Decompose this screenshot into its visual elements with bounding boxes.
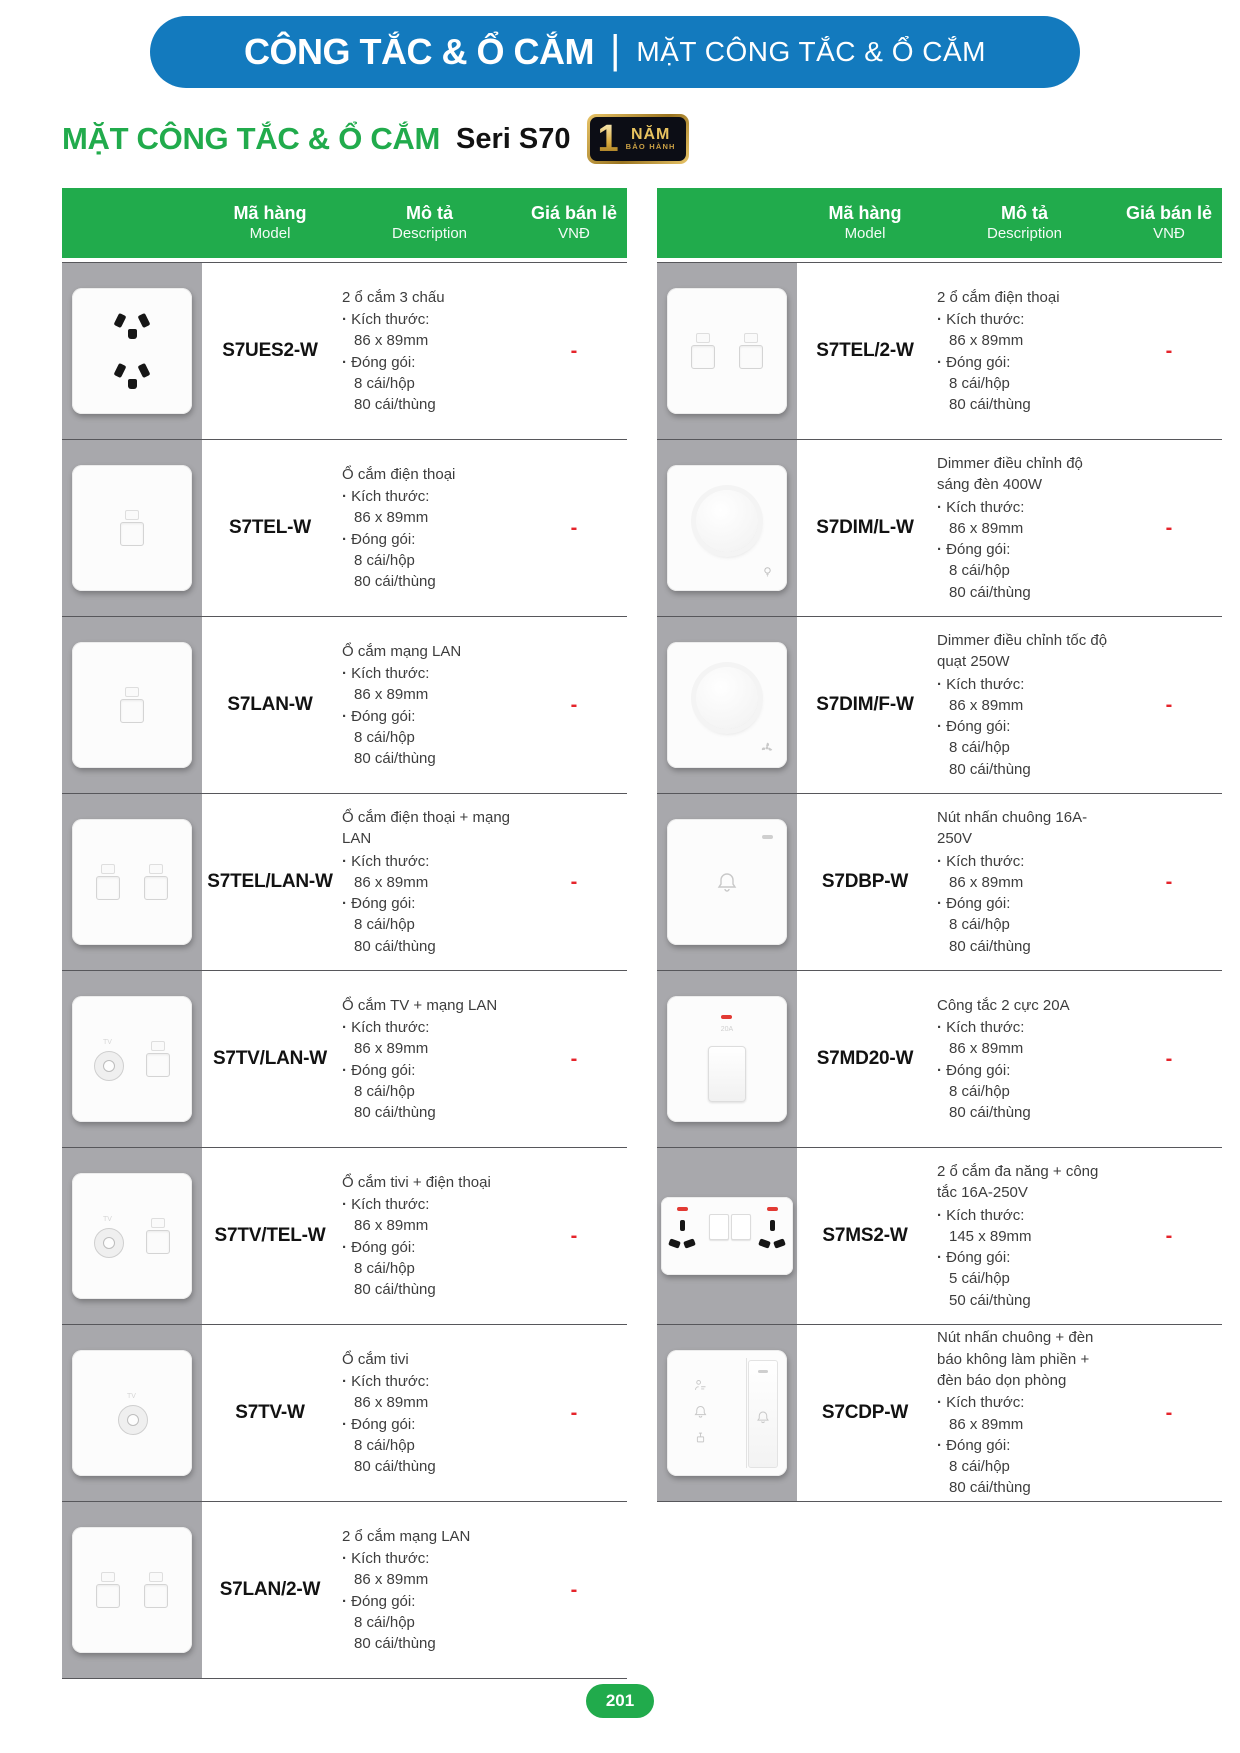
- size-label: · Kích thước:: [937, 310, 1025, 328]
- size-value: 86 x 89mm: [949, 873, 1024, 891]
- clean-room-icon: [693, 1430, 708, 1445]
- size-label: · Kích thước:: [342, 1549, 430, 1567]
- product-description: [338, 617, 521, 793]
- size-value: 86 x 89mm: [949, 519, 1024, 537]
- pack-label: · Đóng gói:: [937, 1436, 1011, 1454]
- pack-label: · Đóng gói:: [342, 895, 416, 913]
- warranty-label: BẢO HÀNH: [625, 142, 676, 152]
- pack-label: · Đóng gói:: [342, 353, 416, 371]
- size-value: 86 x 89mm: [354, 509, 429, 527]
- size-value: 86 x 89mm: [354, 1394, 429, 1412]
- size-label: · Kích thước:: [342, 1372, 430, 1390]
- product-image: [72, 819, 192, 945]
- tv-coax-icon: TV: [118, 1405, 148, 1435]
- pack-label: · Đóng gói:: [937, 541, 1011, 559]
- universal-socket-icon: [759, 1207, 785, 1265]
- size-value: 86 x 89mm: [354, 686, 429, 704]
- product-row: [657, 793, 1222, 970]
- size-value: 86 x 89mm: [354, 1217, 429, 1235]
- product-image-cell: [62, 794, 202, 970]
- product-price: -: [570, 693, 578, 716]
- header-model: Mã hàng Model: [233, 203, 307, 242]
- light-bulb-icon: [761, 565, 774, 578]
- three-pin-socket-icon: [109, 362, 155, 392]
- indicator-icon: [721, 1015, 732, 1019]
- size-label: · Kích thước:: [937, 675, 1025, 693]
- product-price: -: [570, 339, 578, 362]
- pack-value: 8 cái/hộp: [354, 916, 415, 934]
- page-number: 201: [586, 1684, 654, 1718]
- description-title: 2 ổ cắm mạng LAN: [342, 1527, 471, 1545]
- warranty-years: 1: [597, 118, 619, 160]
- product-model: S7DIM/L-W: [816, 517, 914, 538]
- pack-value: 8 cái/hộp: [949, 1082, 1010, 1100]
- product-image-cell: [657, 263, 797, 439]
- product-price: -: [1165, 1224, 1173, 1247]
- pack-label: · Đóng gói:: [937, 1061, 1011, 1079]
- product-image-cell: [657, 971, 797, 1147]
- size-value: 86 x 89mm: [354, 1571, 429, 1589]
- pack-label: · Đóng gói:: [937, 1249, 1011, 1267]
- tel-port-icon: [146, 1230, 170, 1254]
- warranty-unit: NĂM: [630, 125, 671, 143]
- product-image: [72, 1350, 192, 1476]
- pack-label: · Đóng gói:: [342, 1238, 416, 1256]
- product-model: S7TV-W: [235, 1402, 305, 1423]
- product-price: -: [570, 1578, 578, 1601]
- table-header: [657, 188, 1222, 258]
- product-row: [657, 262, 1222, 439]
- product-image-cell: [657, 617, 797, 793]
- product-table-right: [657, 188, 1222, 1502]
- category-banner: CÔNG TẮC & Ổ CẮM | MẶT CÔNG TẮC & Ổ CẮM: [150, 16, 1080, 88]
- size-label: · Kích thước:: [937, 498, 1025, 516]
- description-title: Ổ cắm TV + mạng LAN: [342, 996, 498, 1014]
- product-row: [657, 1147, 1222, 1324]
- lan-port-icon: [146, 1053, 170, 1077]
- product-image-cell: [62, 1502, 202, 1678]
- doorbell-rocker-icon: [748, 1360, 778, 1468]
- pack-value: 80 cái/thùng: [354, 750, 436, 768]
- product-price: -: [1165, 1401, 1173, 1424]
- product-image-cell: [62, 1148, 202, 1324]
- pack-label: · Đóng gói:: [937, 718, 1011, 736]
- banner-secondary-title: MẶT CÔNG TẮC & Ổ CẮM: [636, 36, 987, 67]
- tel-port-icon: [739, 345, 763, 369]
- pack-label: · Đóng gói:: [342, 530, 416, 548]
- pack-value: 80 cái/thùng: [354, 396, 436, 414]
- product-image: [667, 996, 787, 1122]
- product-image-cell: [657, 794, 797, 970]
- product-description: [338, 1502, 521, 1678]
- universal-socket-icon: [669, 1207, 695, 1265]
- size-label: · Kích thước:: [937, 1018, 1025, 1036]
- product-image-cell: [62, 1325, 202, 1501]
- header-image-spacer: [657, 188, 797, 258]
- indicator-icon: [762, 835, 773, 839]
- header-price: Giá bán lẻ VNĐ: [1125, 203, 1213, 242]
- product-image-cell: [62, 971, 202, 1147]
- size-label: · Kích thước:: [937, 1206, 1025, 1224]
- size-value: 145 x 89mm: [949, 1227, 1032, 1245]
- product-image-cell: [62, 263, 202, 439]
- dimmer-knob-icon: [696, 490, 758, 552]
- pack-value: 8 cái/hộp: [949, 916, 1010, 934]
- product-description: [933, 617, 1116, 793]
- pack-value: 8 cái/hộp: [949, 739, 1010, 757]
- pack-value: 80 cái/thùng: [354, 573, 436, 591]
- lan-port-icon: [96, 1584, 120, 1608]
- pack-label: · Đóng gói:: [342, 707, 416, 725]
- product-model: S7TV/LAN-W: [212, 1048, 328, 1069]
- product-row: [62, 1324, 627, 1501]
- product-image: [72, 642, 192, 768]
- size-label: · Kích thước:: [342, 852, 430, 870]
- pack-value: 80 cái/thùng: [354, 1458, 436, 1476]
- product-image: [667, 642, 787, 768]
- product-description: [933, 794, 1116, 970]
- size-label: · Kích thước:: [342, 664, 430, 682]
- pack-value: 8 cái/hộp: [354, 374, 415, 392]
- product-price: -: [1165, 693, 1173, 716]
- product-description: [338, 1325, 521, 1501]
- pack-value: 8 cái/hộp: [354, 551, 415, 569]
- lan-port-icon: [144, 876, 168, 900]
- pack-label: · Đóng gói:: [342, 1592, 416, 1610]
- pack-label: · Đóng gói:: [937, 353, 1011, 371]
- product-row: [657, 616, 1222, 793]
- header-model: Mã hàng Model: [828, 203, 902, 242]
- product-model: S7TEL/2-W: [816, 340, 914, 361]
- product-description: [933, 971, 1116, 1147]
- description-title: Công tắc 2 cực 20A: [937, 996, 1070, 1014]
- plate-divider: [746, 1358, 747, 1468]
- size-value: 86 x 89mm: [354, 1040, 429, 1058]
- product-description: [338, 263, 521, 439]
- product-row: [62, 793, 627, 970]
- product-image-cell: [657, 1325, 797, 1501]
- product-row: [62, 1147, 627, 1324]
- description-title: Ổ cắm tivi: [342, 1350, 409, 1368]
- pack-value: 80 cái/thùng: [354, 1104, 436, 1122]
- product-table-left: [62, 188, 627, 1679]
- pack-value: 8 cái/hộp: [354, 1613, 415, 1631]
- description-title: Nút nhấn chuông 16A-250V: [937, 808, 1088, 848]
- description-title: Ổ cắm mạng LAN: [342, 642, 462, 660]
- product-description: [933, 1148, 1116, 1324]
- lan-port-icon: [144, 1584, 168, 1608]
- three-pin-socket-icon: [109, 312, 155, 342]
- size-label: · Kích thước:: [937, 1394, 1025, 1412]
- description-title: Ổ cắm điện thoại + mạng LAN: [342, 808, 511, 848]
- product-model: S7TEL/LAN-W: [207, 871, 333, 892]
- pack-value: 80 cái/thùng: [949, 937, 1031, 955]
- pack-value: 50 cái/thùng: [949, 1291, 1031, 1309]
- header-image-spacer: [62, 188, 202, 258]
- product-row: [62, 1501, 627, 1678]
- amp-rating-label: 20A: [720, 1026, 734, 1033]
- switch-rocker-icon: [709, 1214, 729, 1240]
- tel-port-icon: [96, 876, 120, 900]
- product-row: [657, 970, 1222, 1147]
- product-model: S7LAN-W: [227, 694, 313, 715]
- banner-primary-title: CÔNG TẮC & Ổ CẮM: [243, 31, 594, 72]
- pack-value: 5 cái/hộp: [949, 1270, 1010, 1288]
- warranty-text: [626, 127, 676, 152]
- header-price: Giá bán lẻ VNĐ: [530, 203, 618, 242]
- product-description: [338, 1148, 521, 1324]
- product-image: [72, 465, 192, 591]
- product-price: -: [570, 1047, 578, 1070]
- size-value: 86 x 89mm: [354, 332, 429, 350]
- size-label: · Kích thước:: [937, 852, 1025, 870]
- size-label: · Kích thước:: [342, 310, 430, 328]
- section-title-row: [62, 108, 689, 170]
- series-label: Seri S70: [456, 122, 571, 155]
- product-image: [667, 819, 787, 945]
- pack-value: 8 cái/hộp: [354, 1082, 415, 1100]
- tv-coax-icon: TV: [94, 1051, 124, 1081]
- pack-value: 80 cái/thùng: [354, 1281, 436, 1299]
- pack-label: · Đóng gói:: [937, 895, 1011, 913]
- description-title: Dimmer điều chỉnh tốc độ quạt 250W: [937, 631, 1108, 671]
- lan-port-icon: [120, 699, 144, 723]
- pack-value: 80 cái/thùng: [949, 583, 1031, 601]
- product-tables: [62, 188, 1222, 1679]
- product-price: -: [1165, 870, 1173, 893]
- description-title: 2 ổ cắm 3 chấu: [342, 288, 445, 306]
- description-title: Dimmer điều chỉnh độ sáng đèn 400W: [937, 454, 1083, 494]
- product-model: S7TEL-W: [229, 517, 311, 538]
- product-model: S7UES2-W: [222, 340, 318, 361]
- header-description: Mô tả Description: [986, 203, 1063, 242]
- pack-value: 8 cái/hộp: [949, 374, 1010, 392]
- pack-value: 80 cái/thùng: [949, 396, 1031, 414]
- product-description: [338, 440, 521, 616]
- pack-value: 80 cái/thùng: [949, 1104, 1031, 1122]
- product-description: [338, 794, 521, 970]
- dimmer-knob-icon: [696, 667, 758, 729]
- size-label: · Kích thước:: [342, 1195, 430, 1213]
- description-title: Ổ cắm tivi + điện thoại: [342, 1173, 491, 1191]
- product-description: [933, 263, 1116, 439]
- product-image: [72, 288, 192, 414]
- size-value: 86 x 89mm: [354, 873, 429, 891]
- product-row: [62, 262, 627, 439]
- product-row: [657, 1324, 1222, 1501]
- product-price: -: [570, 1401, 578, 1424]
- product-image-cell: [62, 440, 202, 616]
- description-title: 2 ổ cắm đa năng + công tắc 16A-250V: [937, 1162, 1099, 1202]
- product-model: S7DBP-W: [821, 871, 909, 892]
- product-price: -: [570, 1224, 578, 1247]
- product-model: S7TV/TEL-W: [214, 1225, 326, 1246]
- product-image: [667, 1350, 787, 1476]
- bell-icon: [715, 870, 739, 894]
- size-label: · Kích thước:: [342, 487, 430, 505]
- size-value: 86 x 89mm: [949, 696, 1024, 714]
- pack-value: 8 cái/hộp: [354, 1259, 415, 1277]
- page-footer: [0, 1684, 1240, 1718]
- product-description: [338, 971, 521, 1147]
- page-title: MẶT CÔNG TẮC & Ổ CẮM: [62, 121, 441, 156]
- product-model: S7LAN/2-W: [219, 1579, 321, 1600]
- product-row: [657, 439, 1222, 616]
- do-not-disturb-icon: [693, 1378, 708, 1393]
- product-price: -: [1165, 1047, 1173, 1070]
- tel-port-icon: [691, 345, 715, 369]
- description-title: 2 ổ cắm điện thoại: [937, 288, 1060, 306]
- pack-value: 8 cái/hộp: [354, 1436, 415, 1454]
- product-price: -: [570, 516, 578, 539]
- product-image: [667, 288, 787, 414]
- pack-value: 80 cái/thùng: [949, 1479, 1031, 1497]
- pack-value: 80 cái/thùng: [949, 760, 1031, 778]
- pack-label: · Đóng gói:: [342, 1415, 416, 1433]
- size-value: 86 x 89mm: [949, 332, 1024, 350]
- description-title: Ổ cắm điện thoại: [342, 465, 456, 483]
- pack-label: · Đóng gói:: [342, 1061, 416, 1079]
- product-image-cell: [657, 440, 797, 616]
- bell-icon: [756, 1410, 771, 1425]
- pack-value: 80 cái/thùng: [354, 937, 436, 955]
- product-price: -: [1165, 339, 1173, 362]
- product-price: -: [1165, 516, 1173, 539]
- switch-rocker-icon: [731, 1214, 751, 1240]
- header-description: Mô tả Description: [391, 203, 468, 242]
- pack-value: 8 cái/hộp: [949, 562, 1010, 580]
- pack-value: 80 cái/thùng: [354, 1635, 436, 1653]
- product-image: [661, 1197, 793, 1275]
- size-label: · Kích thước:: [342, 1018, 430, 1036]
- product-model: S7DIM/F-W: [816, 694, 914, 715]
- switch-rocker-icon: [708, 1046, 746, 1102]
- tel-port-icon: [120, 522, 144, 546]
- product-image-cell: [657, 1148, 797, 1324]
- pack-value: 8 cái/hộp: [949, 1458, 1010, 1476]
- product-image: [72, 1173, 192, 1299]
- product-image: [72, 1527, 192, 1653]
- fan-icon: [760, 741, 774, 755]
- product-row: [62, 616, 627, 793]
- product-description: [933, 1325, 1116, 1501]
- product-price: -: [570, 870, 578, 893]
- size-value: 86 x 89mm: [949, 1040, 1024, 1058]
- product-model: S7MD20-W: [816, 1048, 914, 1069]
- description-title: Nút nhấn chuông + đèn báo không làm phiền + đèn báo dọn phòng: [937, 1329, 1094, 1389]
- size-value: 86 x 89mm: [949, 1415, 1024, 1433]
- tv-coax-icon: TV: [94, 1228, 124, 1258]
- warranty-badge-inner: [590, 117, 686, 161]
- pack-value: 8 cái/hộp: [354, 728, 415, 746]
- product-description: [933, 440, 1116, 616]
- product-image: [72, 996, 192, 1122]
- product-image: [667, 465, 787, 591]
- product-image-cell: [62, 617, 202, 793]
- product-row: [62, 970, 627, 1147]
- bell-icon: [693, 1404, 708, 1419]
- product-model: S7CDP-W: [821, 1402, 909, 1423]
- indicator-icon: [758, 1370, 768, 1373]
- warranty-badge: [587, 114, 689, 164]
- table-header: [62, 188, 627, 258]
- product-model: S7MS2-W: [822, 1225, 908, 1246]
- product-row: [62, 439, 627, 616]
